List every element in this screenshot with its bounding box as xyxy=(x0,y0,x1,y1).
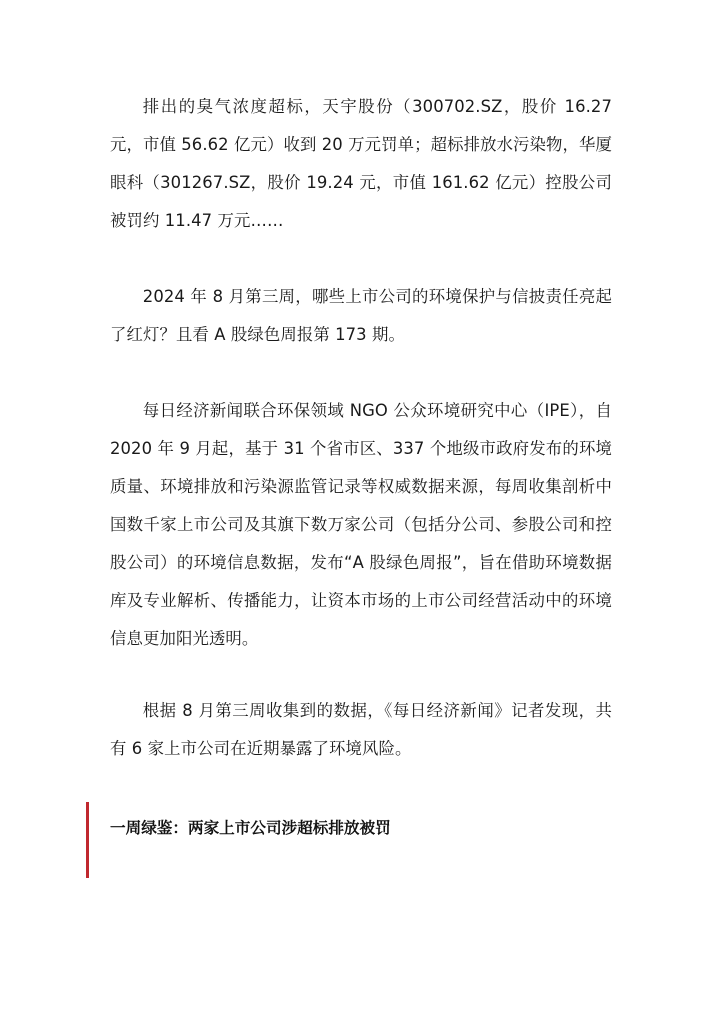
paragraph-intro: 排出的臭气浓度超标，天宇股份（300702.SZ，股价 16.27 元，市值 56.62 亿元）收到 20 万元罚单；超标排放水污染物，华厦眼科（301267.SZ，股价 19.24 元，市值 161.62 亿元）控股公司被罚约 11.47 万元…… xyxy=(110,97,612,230)
paragraph-weekly-question: 2024 年 8 月第三周，哪些上市公司的环境保护与信披责任亮起了红灯？且看 A 股绿色周报第 173 期。 xyxy=(110,287,612,344)
section-heading-block xyxy=(86,802,606,878)
paragraph-findings: 根据 8 月第三周收集到的数据，《每日经济新闻》记者发现，共有 6 家上市公司在近期暴露了环境风险。 xyxy=(110,701,612,758)
section-title: 一周绿鉴：两家上市公司涉超标排放被罚 xyxy=(110,819,391,837)
section-accent-bar xyxy=(86,802,89,878)
paragraph-background: 每日经济新闻联合环保领域 NGO 公众环境研究中心（IPE），自 2020 年 9 月起，基于 31 个省市区、337 个地级市政府发布的环境质量、环境排放和污染源监管记录等权威数据来源，每周收集剖析中国数千家上市公司及其旗下数万家公司（包括分公司、参股公司和控股公司）的环境信息数据，发布“A 股绿色周报”，旨在借助环境数据库及专业解析、传播能力，让资本市场的上市公司经营活动中的环境信息更加阳光透明。 xyxy=(110,401,612,648)
